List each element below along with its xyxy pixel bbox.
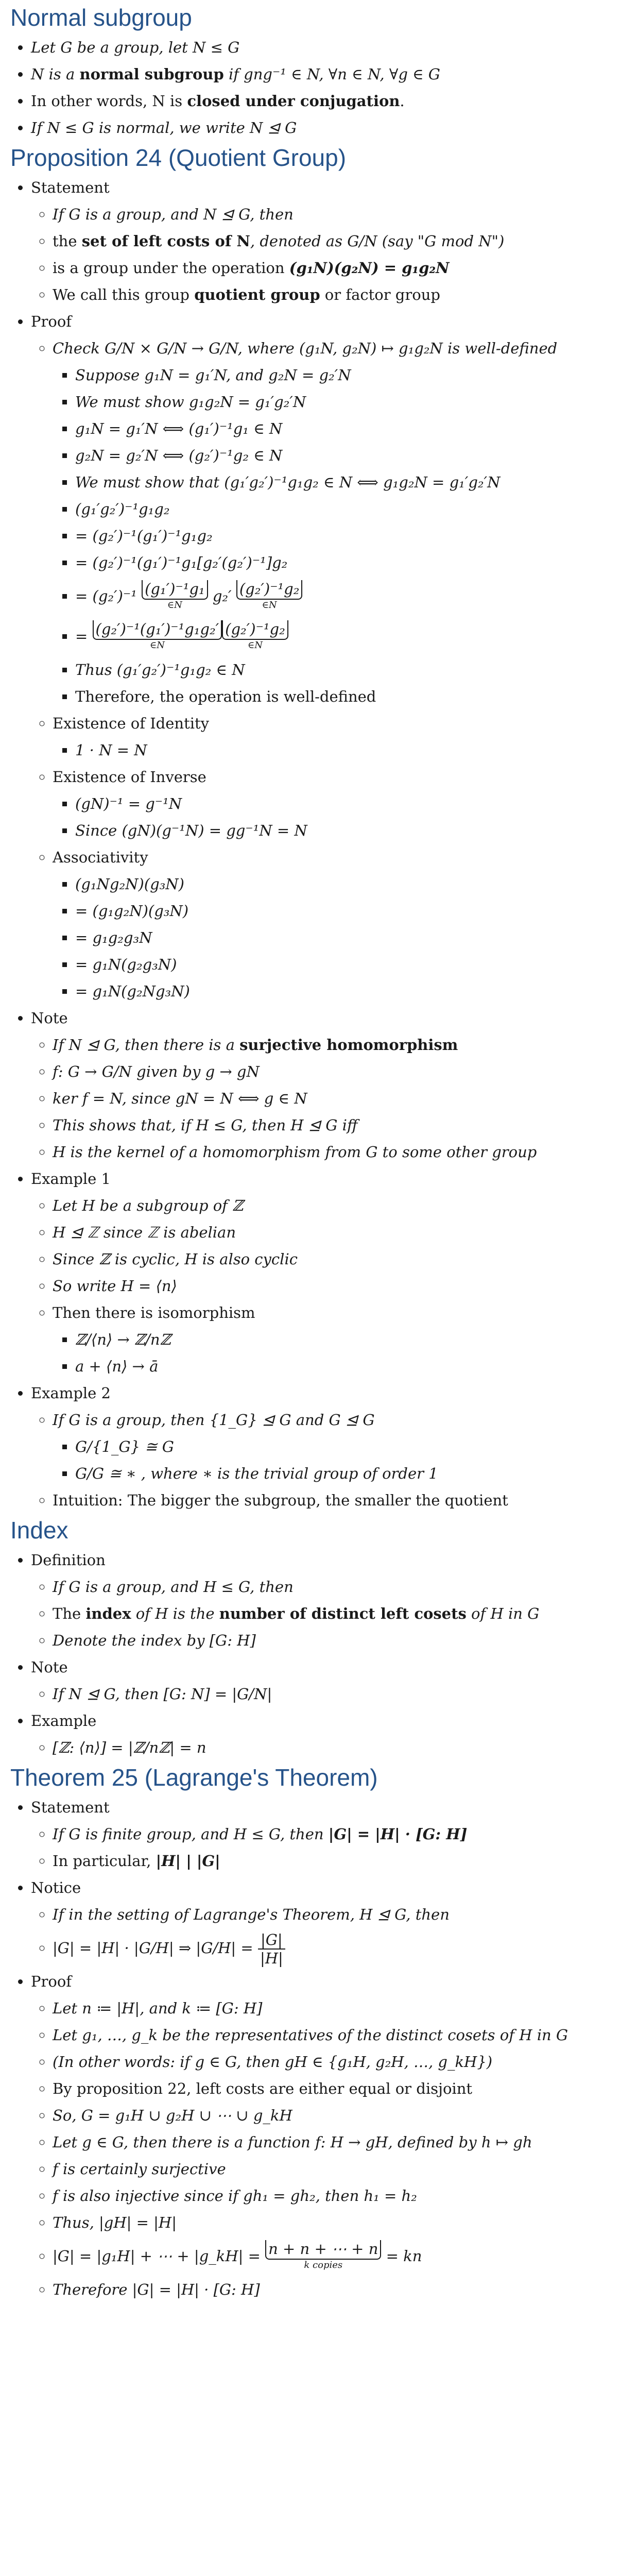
list-item: • Proof ◦ Check G/N × G/N → G/N, where (g₁N, g₂N) ↦ g₁g₂N is well-defined ▪ Suppose g₁N = g₁′N, and g₂N = g₂′N ▪ We must show g₁g₂N = g₁′g₂′N ▪ g₁N = g₁′N ⟺ (g₁′)⁻¹g₁ ∈ N ▪ g₂N = g₂′N ⟺ (g₂′)⁻¹g₂ ∈ N ▪ We must show that (g₁′g₂′)⁻¹g₁g₂ ∈ N ⟺ g₁g₂N = g₁′g₂′N ▪ (g₁′g₂′)⁻¹g₁g₂ ▪ = (g₂′)⁻¹(g₁′)⁻¹g₁g₂ ▪ = (g₂′)⁻¹(g₁′)⁻¹g₁[g₂′(g₂′)⁻¹]g₂ ▪ = (g₂′)⁻¹ (g₁′)⁻¹g₁ ∈N g₂′ (g₂′)⁻¹g₂ ∈N ▪ = (g₂′)⁻¹(g₁′)⁻¹g₁g₂′ ∈N (g₂′)⁻¹g₂ ∈N ▪ Thus (g₁′g₂′)⁻¹g₁g₂ ∈ N ▪ Therefore, the operation is well-defined ◦ Existence of Identity ▪ 1 · N = N ◦ Existence of Inverse ▪ (gN)⁻¹ = g⁻¹N ▪ Since (gN)(g⁻¹N) = gg⁻¹N = N ◦ Associativity ▪ (g₁Ng₂N)(g₃N) ▪ = (g₁g₂N)(g₃N) ▪ = g₁g₂g₃N ▪ = g₁N(g₂g₃N) ▪ = g₁N(g₂Ng₃N) (31, 308, 608, 1005)
heading-proposition-24: Proposition 24 (Quotient Group) (10, 144, 347, 171)
list-item: ◦ [ℤ: ⟨n⟩] = |ℤ/nℤ| = n (53, 1734, 608, 1761)
list-item: ▪ Suppose g₁N = g₁′N, and g₂N = g₂′N (75, 362, 608, 388)
list-item: ◦ If G is finite group, and H ≤ G, then |G| = |H| · [G: H] (53, 1821, 608, 1848)
list-item: ◦ ker f = N, since gN = N ⟺ g ∈ N (53, 1085, 608, 1112)
list-item: ▪ Since (gN)(g⁻¹N) = gg⁻¹N = N (75, 817, 608, 844)
list-item: ◦ the set of left costs of N, denoted as G/N (say "G mod N") (53, 228, 608, 255)
list-item: ▪ G/{1_G} ≅ G (75, 1433, 608, 1460)
list-item: • Example 1 ◦ Let H be a subgroup of ℤ ◦ H ⊴ ℤ since ℤ is abelian ◦ Since ℤ is cyclic, H is also cyclic ◦ So write H = ⟨n⟩ ◦ Then there is isomorphism ▪ ℤ/⟨n⟩ → ℤ/nℤ ▪ a + ⟨n⟩ → ā (31, 1165, 608, 1380)
normal-subgroup-list (10, 34, 608, 141)
underbrace: (g₂′)⁻¹(g₁′)⁻¹g₁g₂′ ∈N (93, 620, 222, 651)
list-item: ▪ = g₁g₂g₃N (75, 924, 608, 951)
list-item: ◦ Thus, |gH| = |H| (53, 2209, 608, 2236)
list-item: ◦ Let g₁, …, g_k be the representatives of the distinct cosets of H in G (53, 2022, 608, 2048)
list-item: ◦ The index of H is the number of distinct left cosets of H in G (53, 1600, 608, 1627)
list-item: ▪ = (g₂′)⁻¹(g₁′)⁻¹g₁[g₂′(g₂′)⁻¹]g₂ (75, 549, 608, 576)
underbrace: n + n + ⋯ + n k copies (265, 2240, 381, 2271)
list-item: • Statement ◦ If G is finite group, and H ≤ G, then |G| = |H| · [G: H] ◦ In particular, |H| | |G| (31, 1794, 608, 1874)
list-item: ◦ |G| = |H| · |G/H| ⇒ |G/H| = $\frac{|G|}{|H|}$ (53, 1928, 608, 1968)
list-item: ◦ If in the setting of Lagrange's Theorem, H ⊴ G, then (53, 1901, 608, 1928)
list-item: ▪ (g₁′g₂′)⁻¹g₁g₂ (75, 496, 608, 522)
list-item: ▪ g₁N = g₁′N ⟺ (g₁′)⁻¹g₁ ∈ N (75, 415, 608, 442)
list-item: ▪ (gN)⁻¹ = g⁻¹N (75, 790, 608, 817)
list-item: ◦ So, G = g₁H ∪ g₂H ∪ ⋯ ∪ g_kH (53, 2102, 608, 2129)
underbrace: (g₂′)⁻¹g₂ ∈N (222, 620, 288, 651)
list-item: ▪ = g₁N(g₂g₃N) (75, 951, 608, 978)
theorem-25-list (10, 1794, 608, 2303)
heading-normal-subgroup: Normal subgroup (10, 4, 192, 31)
index-list (10, 1547, 608, 1761)
list-item: • Note ◦ If N ⊴ G, then there is a surjective homomorphism ◦ f: G → G/N given by g → gN ◦ ker f = N, since gN = N ⟺ g ∈ N ◦ This shows that, if H ≤ G, then H ⊴ G iff ◦ H is the kernel of a homomorphism from G to some other group (31, 1005, 608, 1165)
list-item: ◦ So write H = ⟨n⟩ (53, 1273, 608, 1299)
list-item: • N is a normal subgroup if gng⁻¹ ∈ N, ∀n ∈ N, ∀g ∈ G (31, 61, 608, 88)
list-item: • Example 2 ◦ If G is a group, then {1_G} ⊴ G and G ⊴ G ▪ G/{1_G} ≅ G ▪ G/G ≅ ∗ , where ∗ is the trivial group of order 1 ◦ Intuition: The bigger the subgroup, the smaller the quotient (31, 1380, 608, 1514)
list-item: ◦ |G| = |g₁H| + ⋯ + |g_kH| = n + n + ⋯ + n k copies = kn (53, 2236, 608, 2276)
list-item: ◦ f: G → G/N given by g → gN (53, 1058, 608, 1085)
list-item: ◦ Let H be a subgroup of ℤ (53, 1192, 608, 1219)
list-item: ◦ Denote the index by [G: H] (53, 1627, 608, 1654)
list-item: ▪ = (g₁g₂N)(g₃N) (75, 897, 608, 924)
list-item: ▪ = (g₂′)⁻¹ (g₁′)⁻¹g₁ ∈N g₂′ (g₂′)⁻¹g₂ ∈N (75, 576, 608, 616)
list-item: ◦ Then there is isomorphism ▪ ℤ/⟨n⟩ → ℤ/nℤ ▪ a + ⟨n⟩ → ā (53, 1299, 608, 1380)
list-item: ◦ Therefore |G| = |H| · [G: H] (53, 2276, 608, 2303)
list-item: ▪ Therefore, the operation is well-defined (75, 683, 608, 710)
underbrace: (g₂′)⁻¹g₂ ∈N (236, 580, 303, 611)
list-item: ◦ Existence of Inverse ▪ (gN)⁻¹ = g⁻¹N ▪ Since (gN)(g⁻¹N) = gg⁻¹N = N (53, 764, 608, 844)
list-item: ◦ (In other words: if g ∈ G, then gH ∈ {g₁H, g₂H, …, g_kH}) (53, 2048, 608, 2075)
underbrace: (g₁′)⁻¹g₁ ∈N (142, 580, 208, 611)
list-item: • Notice ◦ If in the setting of Lagrange's Theorem, H ⊴ G, then ◦ |G| = |H| · |G/H| ⇒ |G/H| = $\frac{|G|}{|H|}$ (31, 1874, 608, 1968)
list-item: • If N ≤ G is normal, we write N ⊴ G (31, 114, 608, 141)
list-item: ◦ Intuition: The bigger the subgroup, the smaller the quotient (53, 1487, 608, 1514)
list-item: ◦ f is certainly surjective (53, 2156, 608, 2182)
list-item: ▪ a + ⟨n⟩ → ā (75, 1353, 608, 1380)
list-item: ◦ Existence of Identity ▪ 1 · N = N (53, 710, 608, 764)
list-item: ◦ If N ⊴ G, then [G: N] = |G/N| (53, 1681, 608, 1707)
list-item: ▪ G/G ≅ ∗ , where ∗ is the trivial group of order 1 (75, 1460, 608, 1487)
list-item: ▪ ℤ/⟨n⟩ → ℤ/nℤ (75, 1326, 608, 1353)
list-item: ▪ Thus (g₁′g₂′)⁻¹g₁g₂ ∈ N (75, 656, 608, 683)
list-item: • Definition ◦ If G is a group, and H ≤ G, then ◦ The index of H is the number of distinct left cosets of H in G ◦ Denote the index by [G: H] (31, 1547, 608, 1654)
list-item: ▪ = (g₂′)⁻¹(g₁′)⁻¹g₁g₂ (75, 522, 608, 549)
list-item: ◦ By proposition 22, left costs are either equal or disjoint (53, 2075, 608, 2102)
list-item: ◦ Let g ∈ G, then there is a function f: H → gH, defined by h ↦ gh (53, 2129, 608, 2156)
heading-index: Index (10, 1517, 68, 1544)
list-item: ◦ If G is a group, and N ⊴ G, then (53, 201, 608, 228)
list-item: ◦ This shows that, if H ≤ G, then H ⊴ G iff (53, 1112, 608, 1139)
list-item: ◦ H is the kernel of a homomorphism from G to some other group (53, 1139, 608, 1165)
list-item: ◦ If G is a group, and H ≤ G, then (53, 1573, 608, 1600)
list-item: ◦ Let n ≔ |H|, and k ≔ [G: H] (53, 1995, 608, 2022)
list-item: ◦ is a group under the operation (g₁N)(g₂N) = g₁g₂N (53, 255, 608, 281)
list-item: ◦ Associativity ▪ (g₁Ng₂N)(g₃N) ▪ = (g₁g₂N)(g₃N) ▪ = g₁g₂g₃N ▪ = g₁N(g₂g₃N) ▪ = g₁N(g₂Ng₃N) (53, 844, 608, 1005)
list-item: ◦ We call this group quotient group or factor group (53, 281, 608, 308)
fraction: $\frac{|G|}{|H|}$ (258, 1931, 285, 1967)
list-item: ◦ If G is a group, then {1_G} ⊴ G and G ⊴ G ▪ G/{1_G} ≅ G ▪ G/G ≅ ∗ , where ∗ is the trivial group of order 1 (53, 1406, 608, 1487)
heading-theorem-25: Theorem 25 (Lagrange's Theorem) (10, 1764, 378, 1791)
list-item: ◦ Check G/N × G/N → G/N, where (g₁N, g₂N) ↦ g₁g₂N is well-defined ▪ Suppose g₁N = g₁′N, and g₂N = g₂′N ▪ We must show g₁g₂N = g₁′g₂′N ▪ g₁N = g₁′N ⟺ (g₁′)⁻¹g₁ ∈ N ▪ g₂N = g₂′N ⟺ (g₂′)⁻¹g₂ ∈ N ▪ We must show that (g₁′g₂′)⁻¹g₁g₂ ∈ N ⟺ g₁g₂N = g₁′g₂′N ▪ (g₁′g₂′)⁻¹g₁g₂ ▪ = (g₂′)⁻¹(g₁′)⁻¹g₁g₂ ▪ = (g₂′)⁻¹(g₁′)⁻¹g₁[g₂′(g₂′)⁻¹]g₂ ▪ = (g₂′)⁻¹ (g₁′)⁻¹g₁ ∈N g₂′ (g₂′)⁻¹g₂ ∈N ▪ = (g₂′)⁻¹(g₁′)⁻¹g₁g₂′ ∈N (g₂′)⁻¹g₂ ∈N ▪ Thus (g₁′g₂′)⁻¹g₁g₂ ∈ N ▪ Therefore, the operation is well-defined (53, 335, 608, 710)
list-item: ◦ In particular, |H| | |G| (53, 1848, 608, 1874)
proposition-24-list (10, 174, 608, 1514)
list-item: • Statement ◦ If G is a group, and N ⊴ G, then ◦ the set of left costs of N, denoted as G/N (say "G mod N") ◦ is a group under the operation (g₁N)(g₂N) = g₁g₂N ◦ We call this group quotient group or factor group (31, 174, 608, 308)
list-item: • Example ◦ [ℤ: ⟨n⟩] = |ℤ/nℤ| = n (31, 1707, 608, 1761)
list-item: • Proof ◦ Let n ≔ |H|, and k ≔ [G: H] ◦ Let g₁, …, g_k be the representatives of the distinct cosets of H in G ◦ (In other words: if g ∈ G, then gH ∈ {g₁H, g₂H, …, g_kH}) ◦ By proposition 22, left costs are either equal or disjoint ◦ So, G = g₁H ∪ g₂H ∪ ⋯ ∪ g_kH ◦ Let g ∈ G, then there is a function f: H → gH, defined by h ↦ gh ◦ f is certainly surjective ◦ f is also injective since if gh₁ = gh₂, then h₁ = h₂ ◦ Thus, |gH| = |H| ◦ |G| = |g₁H| + ⋯ + |g_kH| = n + n + ⋯ + n k copies = kn ◦ Therefore |G| = |H| · [G: H] (31, 1968, 608, 2303)
list-item: • Note ◦ If N ⊴ G, then [G: N] = |G/N| (31, 1654, 608, 1707)
list-item: • Let G be a group, let N ≤ G (31, 34, 608, 61)
list-item: ◦ f is also injective since if gh₁ = gh₂, then h₁ = h₂ (53, 2182, 608, 2209)
list-item: ▪ 1 · N = N (75, 737, 608, 764)
list-item: ▪ We must show g₁g₂N = g₁′g₂′N (75, 388, 608, 415)
list-item: ▪ = g₁N(g₂Ng₃N) (75, 978, 608, 1005)
list-item: ▪ We must show that (g₁′g₂′)⁻¹g₁g₂ ∈ N ⟺ g₁g₂N = g₁′g₂′N (75, 469, 608, 496)
list-item: ▪ (g₁Ng₂N)(g₃N) (75, 871, 608, 897)
list-item: ◦ Since ℤ is cyclic, H is also cyclic (53, 1246, 608, 1273)
list-item: ▪ g₂N = g₂′N ⟺ (g₂′)⁻¹g₂ ∈ N (75, 442, 608, 469)
list-item: ◦ If N ⊴ G, then there is a surjective homomorphism (53, 1031, 608, 1058)
list-item: • In other words, N is closed under conjugation. (31, 88, 608, 114)
list-item: ◦ H ⊴ ℤ since ℤ is abelian (53, 1219, 608, 1246)
list-item: ▪ = (g₂′)⁻¹(g₁′)⁻¹g₁g₂′ ∈N (g₂′)⁻¹g₂ ∈N (75, 616, 608, 656)
